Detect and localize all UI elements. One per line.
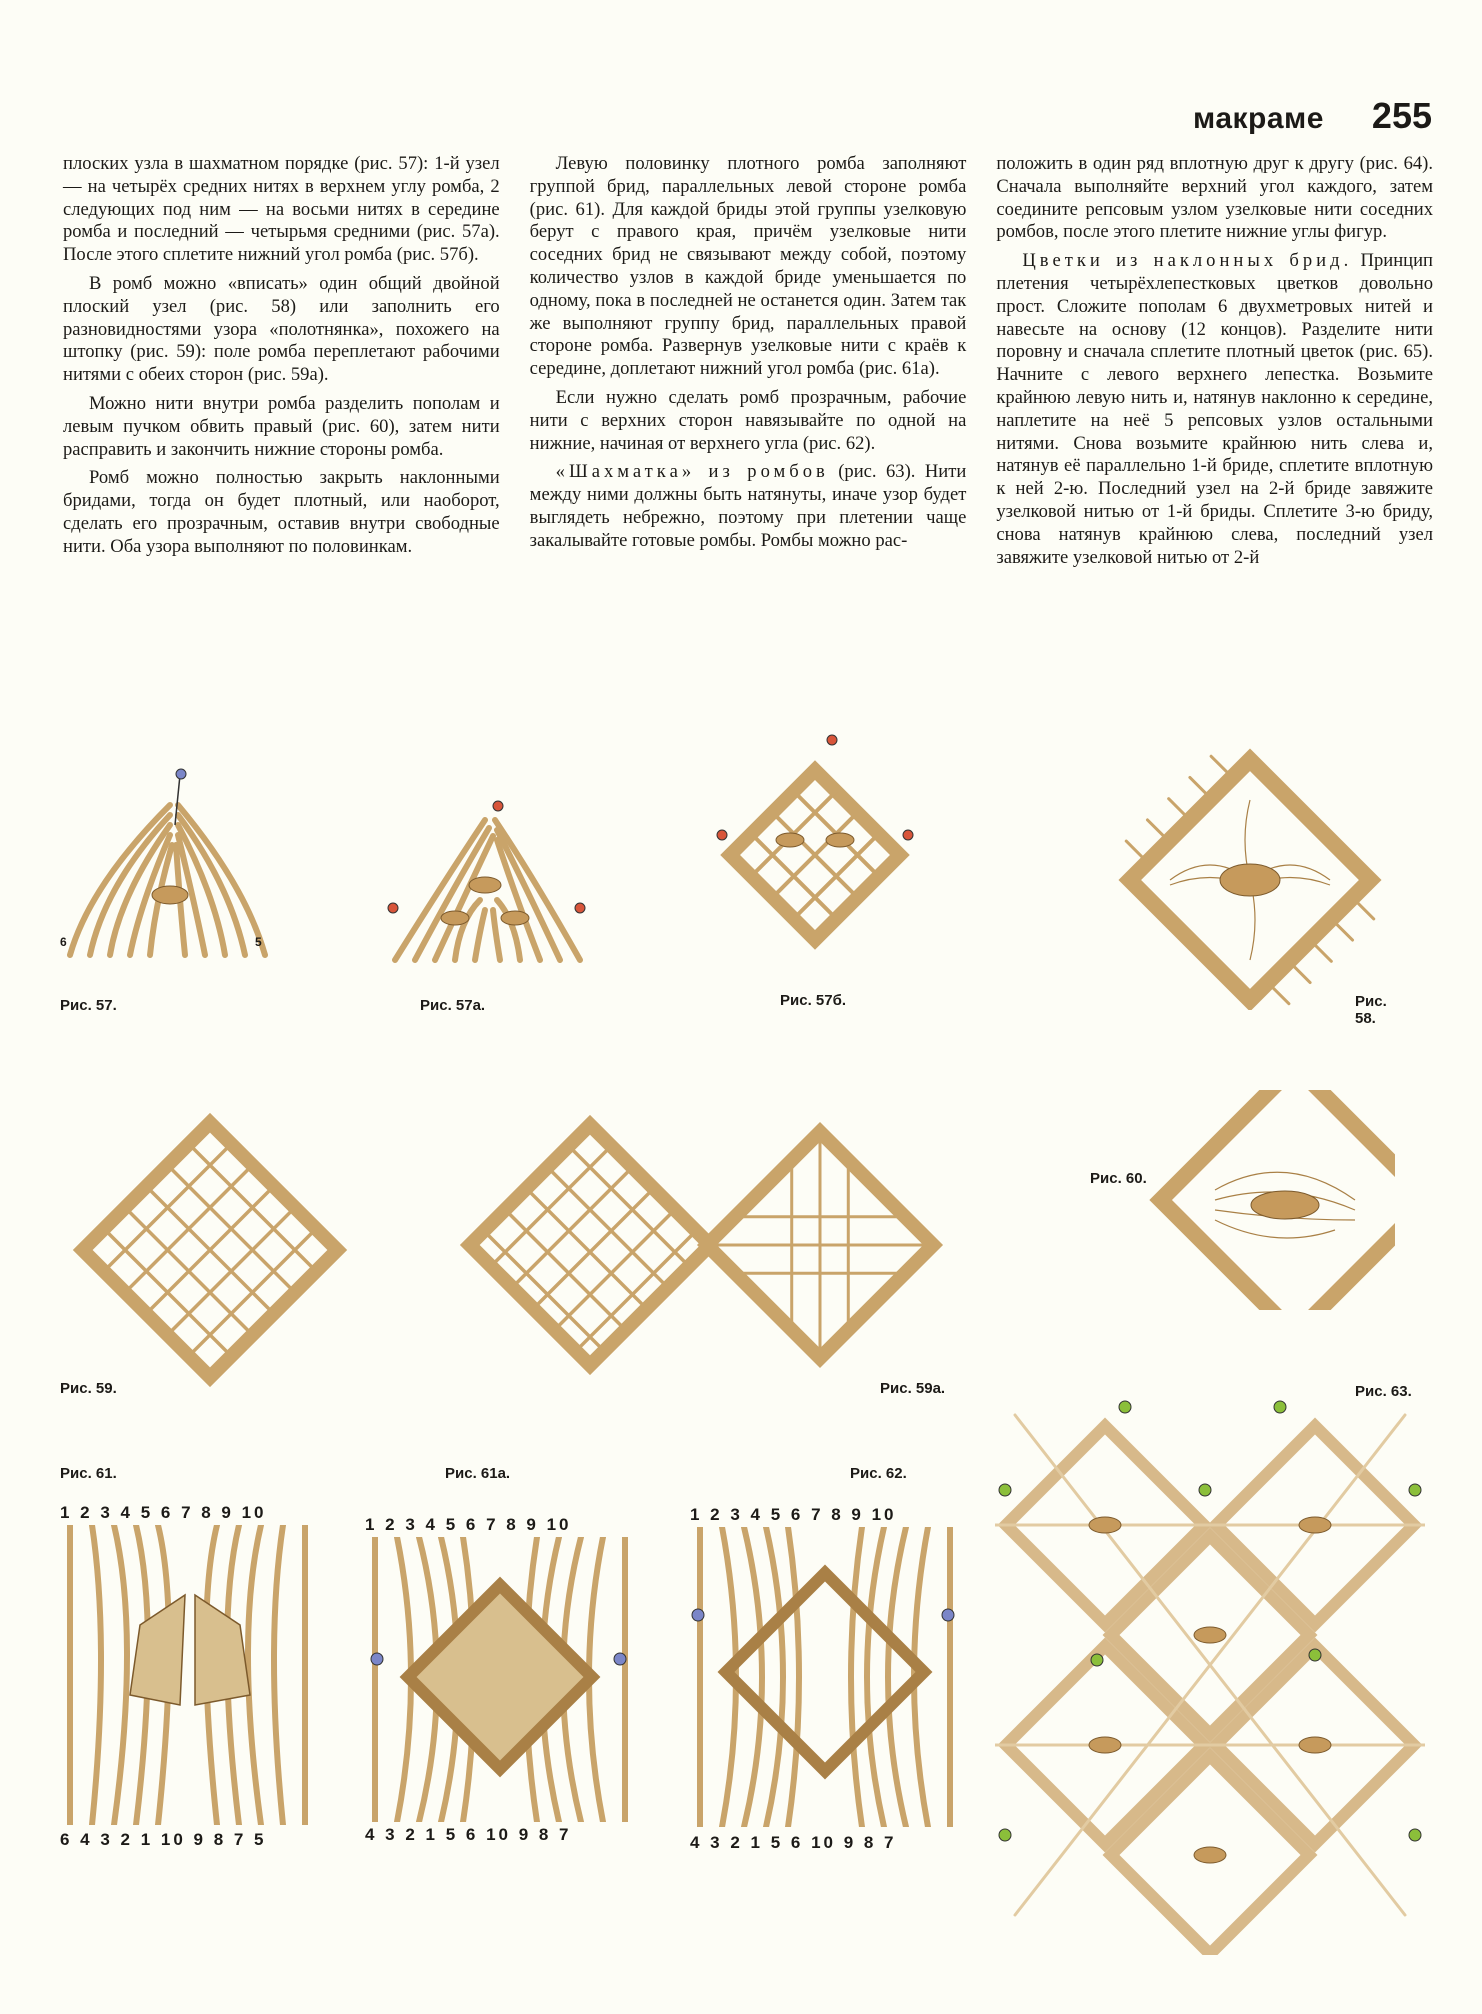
section-title: макраме: [1193, 102, 1324, 135]
figure-57-illustration: [60, 765, 275, 965]
paragraph: В ромб можно «вписать» один общий двойной плоский узел (рис. 58) или заполнить его разновидностями узора «полотнянка», похожего на штопку (рис. 59): поле ромба переплетают рабочими нитями с обеих сторон (рис. 59а).: [63, 272, 500, 386]
figure-61a: [365, 1465, 635, 1855]
figure-caption: Рис. 57б.: [780, 992, 847, 1009]
figure-caption: Рис. 59.: [60, 1380, 117, 1397]
fig62-top-numbers: 1 2 3 4 5 6 7 8 9 10: [690, 1505, 897, 1524]
figure-61: [60, 1465, 315, 1855]
figure-caption: Рис. 57.: [60, 997, 117, 1014]
figure-59a: [450, 1095, 960, 1395]
figure-61a-illustration: [365, 1537, 635, 1822]
figure-60: [1085, 1090, 1395, 1310]
page-header: [1193, 95, 1432, 137]
figure-caption: Рис. 63.: [1355, 1383, 1412, 1400]
text-column-1: [63, 153, 500, 693]
figure-caption: Рис. 59а.: [880, 1380, 946, 1397]
paragraph-text: (рис. 63). Нити между ними должны быть натянуты, иначе узор будет выглядеть небрежно, поэтому при плетении чаще закалывайте готовые ромбы. Ромбы можно рас-: [529, 461, 967, 551]
figure-caption: Рис. 58.: [1355, 993, 1387, 1027]
fig61a-bottom-numbers: 4 3 2 1 5 6 10 9 8 7: [365, 1825, 572, 1844]
paragraph: Можно нити внутри ромба разделить пополам и левым пучком обвить правый (рис. 60), затем нити расправить и закончить нижние стороны ромба.: [63, 392, 500, 460]
paragraph: Ромб можно полностью закрыть наклонными бридами, тогда он будет плотный, или наоборот, сделать его прозрачным, оставив внутри свободные нити. Оба узора выполняют по половинкам.: [63, 467, 500, 557]
figure-57b: [710, 730, 920, 1009]
figure-63-illustration: [995, 1395, 1425, 1955]
fig61a-top-numbers: 1 2 3 4 5 6 7 8 9 10: [365, 1515, 572, 1534]
page-number: 255: [1371, 95, 1432, 136]
figure-62: [690, 1465, 960, 1855]
figure-59a-illustration: [450, 1095, 960, 1395]
paragraph: [530, 461, 967, 552]
figure-57: [60, 765, 275, 1014]
figure-59: [60, 1100, 360, 1400]
figure-59-illustration: [60, 1100, 360, 1400]
fig62-bottom-numbers: 4 3 2 1 5 6 10 9 8 7: [690, 1833, 897, 1852]
figure-61-illustration: [60, 1525, 315, 1825]
figure-caption: Рис. 61.: [60, 1465, 117, 1482]
figure-caption: Рис. 62.: [850, 1465, 907, 1482]
fig61-bottom-numbers: 6 4 3 2 1 10 9 8 7 5: [60, 1830, 267, 1849]
fig61-top-numbers: 1 2 3 4 5 6 7 8 9 10: [60, 1503, 267, 1522]
paragraph: Если нужно сделать ромб прозрачным, рабочие нити с верхних сторон навязывайте по одной на нижние, начиная от верхнего угла (рис. 62).: [529, 386, 967, 454]
paragraph: положить в один ряд вплотную друг к другу (рис. 64). Сначала выполняйте верхний угол каждого, затем соедините репсовым узлом узелковые нити соседних ромбов, после этого плетите нижние углы фигур.: [996, 153, 1434, 243]
text-columns: [63, 153, 1433, 693]
text-column-2: [530, 153, 967, 693]
fig57-label-bottom-right: 5: [255, 935, 265, 949]
figure-62-illustration: [690, 1527, 960, 1827]
figure-caption: Рис. 61а.: [445, 1465, 511, 1482]
figure-57a-illustration: [385, 800, 590, 965]
fig57-label-bottom-left: 6: [60, 935, 70, 949]
figure-caption: Рис. 60.: [1090, 1170, 1147, 1187]
subheading: Цветки из наклонных брид.: [1022, 250, 1353, 272]
figure-57b-illustration: [710, 730, 920, 965]
figure-57a: [385, 800, 590, 1014]
figure-58: [1110, 740, 1410, 1027]
paragraph: Левую половинку плотного ромба заполняют группой брид, параллельных левой стороне ромба (рис. 61). Для каждой бриды этой группы узелковую берут с правого края, причём узелковые нити соседних брид не связывают между собой, поэтому количество узлов в каждой бриде уменьшается по одному, пока в последней не останется один. Затем так же выполняют группу брид, параллельных правой стороне ромба. Развернув узелковые нити с краёв к середине, доплетают нижний угол ромба (рис. 61а).: [529, 153, 967, 380]
text-column-3: [996, 153, 1433, 693]
paragraph: плоских узла в шахматном порядке (рис. 57): 1-й узел — на четырёх средних нитях в верхнем углу ромба, 2 следующих под ним — на восьми нитях в середине ромба и последний — четырьмя средними (рис. 57а). После этого сплетите нижний угол ромба (рис. 57б).: [63, 153, 500, 266]
figure-60-illustration: [1085, 1090, 1395, 1310]
figure-caption: Рис. 57а.: [420, 997, 486, 1014]
paragraph: [996, 250, 1433, 569]
figure-63: [995, 1395, 1425, 1955]
subheading: «Шахматка» из ромбов: [555, 461, 829, 483]
paragraph-text: Принцип плетения четырёхлепестковых цветков довольно прост. Сложите пополам 6 двухметровых нитей и навесьте на основу (12 концов). Разделите нити поровну и сначала сплетите плотный цветок (рис. 65). Начните с левого верхнего лепестка. Возьмите крайнюю левую нить и, натянув наклонно к середине, наплетите на неё 5 репсовых узлов остальными нитями. Снова возьмите крайнюю нить слева и, натянув её параллельно 1-й бриде, сплетите вплотную к ней 2-ю. Последний узел на 2-й бриде завяжите узелковой нитью от 1-й бриды. Сплетите 3-ю бриду, снова натянув крайнюю слева, последний узел завяжите узелковой нитью от 2-й: [996, 250, 1434, 568]
figure-58-illustration: [1110, 740, 1410, 1010]
